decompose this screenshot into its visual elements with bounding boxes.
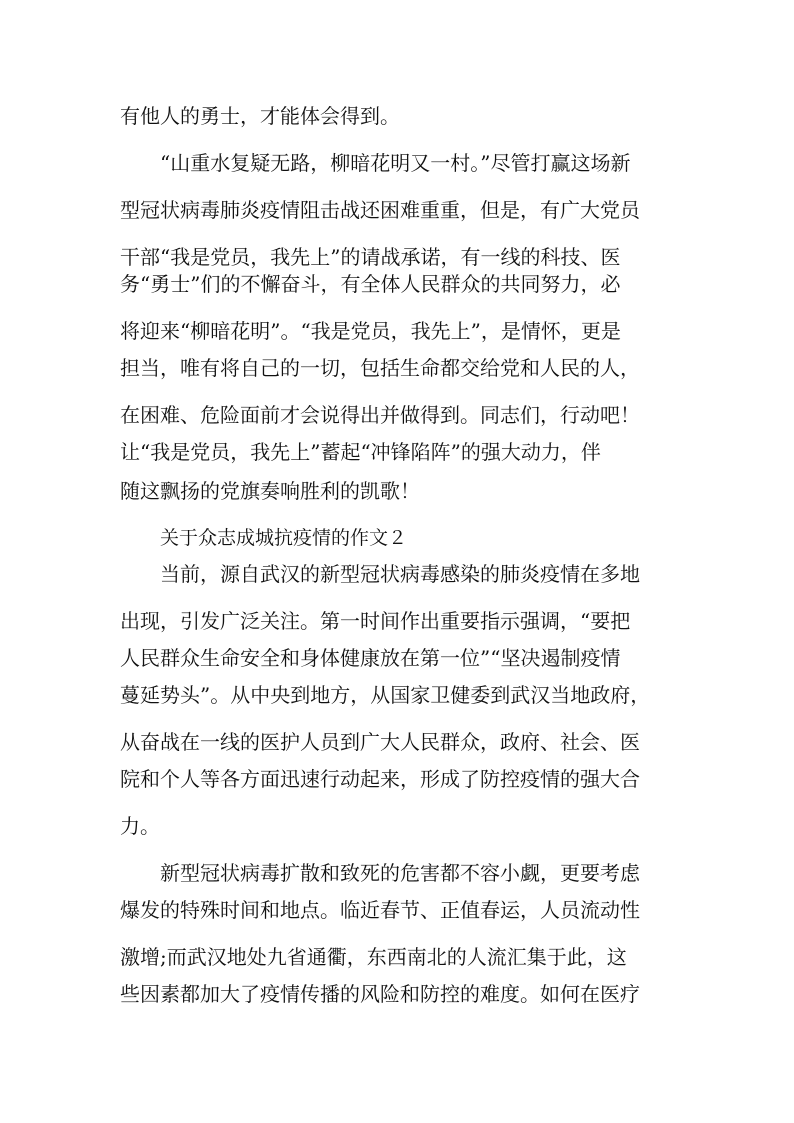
paragraph-line: 从奋战在一线的医护人员到广大人民群众，政府、社会、医: [120, 730, 640, 754]
paragraph-line: 在困难、危险面前才会说得出并做得到。同志们，行动吧！: [120, 403, 640, 427]
paragraph-line: 院和个人等各方面迅速行动起来，形成了防控疫情的强大合: [120, 767, 640, 791]
paragraph-line: 激增;而武汉地处九省通衢，东西南北的人流汇集于此，这: [120, 945, 627, 969]
paragraph-line: 些因素都加大了疫情传播的风险和防控的难度。如何在医疗: [120, 982, 640, 1006]
paragraph-line: 蔓延势头”。从中央到地方，从国家卫健委到武汉当地政府，: [120, 683, 651, 707]
paragraph-line: 力。: [120, 814, 160, 838]
paragraph-line: 爆发的特殊时间和地点。临近春节、正值春运，人员流动性: [120, 898, 640, 922]
paragraph-line: 务“勇士”们的不懈奋斗，有全体人民群众的共同努力，必: [120, 272, 621, 296]
paragraph-line: 让“我是党员，我先上”蓄起“冲锋陷阵”的强大动力，伴: [120, 440, 601, 464]
paragraph-line: 型冠状病毒肺炎疫情阻击战还困难重重，但是，有广大党员: [120, 198, 640, 222]
paragraph-line: 干部“我是党员，我先上”的请战承诺，有一线的科技、医: [120, 245, 621, 269]
paragraph-line: 出现，引发广泛关注。第一时间作出重要指示强调，“要把: [120, 609, 631, 633]
paragraph-line: “山重水复疑无路，柳暗花明又一村。”尽管打赢这场新: [160, 151, 631, 175]
paragraph-line: 新型冠状病毒扩散和致死的危害都不容小觑，更要考虑: [160, 861, 640, 885]
paragraph-line: 当前，源自武汉的新型冠状病毒感染的肺炎疫情在多地: [160, 562, 640, 586]
paragraph-line: 担当，唯有将自己的一切，包括生命都交给党和人民的人，: [120, 356, 640, 380]
paragraph-line: 随这飘扬的党旗奏响胜利的凯歌！: [120, 479, 420, 503]
paragraph-line: 人民群众生命安全和身体健康放在第一位”“坚决遏制疫情: [120, 646, 621, 670]
essay-heading: 关于众志成城抗疫情的作文２: [160, 527, 408, 549]
paragraph-line: 将迎来“柳暗花明”。“我是党员，我先上”，是情怀，更是: [120, 319, 621, 343]
paragraph-line: 有他人的勇士，才能体会得到。: [120, 104, 400, 128]
